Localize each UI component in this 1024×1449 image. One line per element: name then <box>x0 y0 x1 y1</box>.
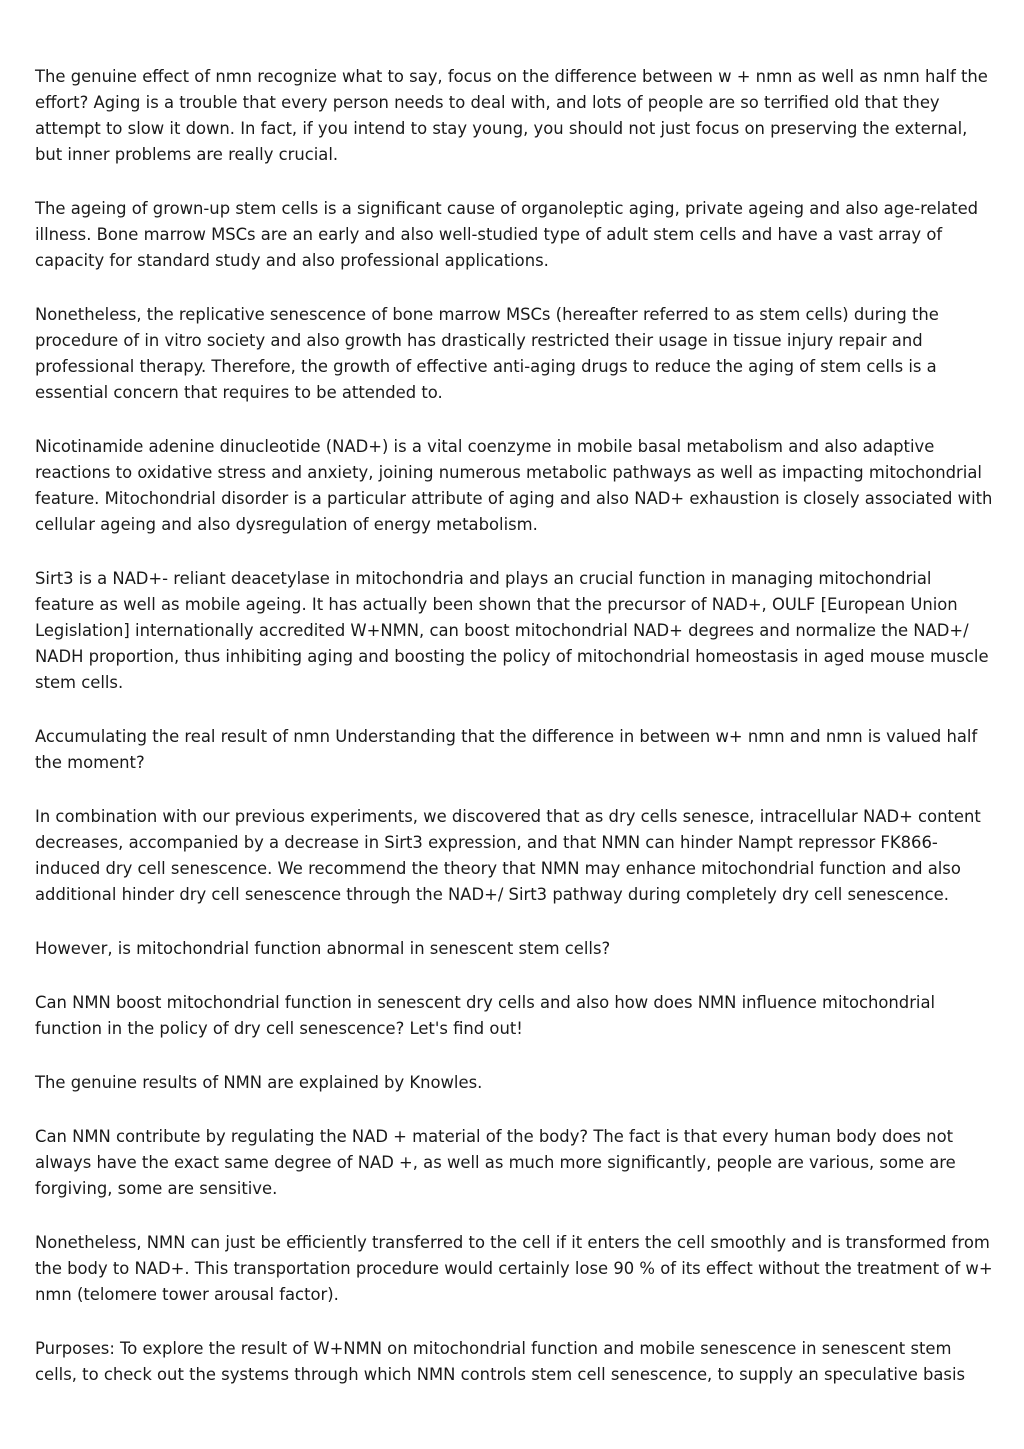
paragraph-question-abnormal: However, is mitochondrial function abnormal in senescent stem cells? <box>35 939 611 958</box>
paragraph-question-boost: Can NMN boost mitochondrial function in senescent dry cells and also how does NMN influence mitochondrial function in the policy of dry cell senescence? Let's find out! <box>35 993 936 1038</box>
document-body <box>35 64 993 1416</box>
paragraph-stem-cell-ageing: The ageing of grown-up stem cells is a significant cause of organoleptic aging, private ageing and also age-related illness. Bone marrow MSCs are an early and also well-studied type of adult stem cells and have a vast array of capacity for standard study and also professional applications. <box>35 199 979 270</box>
paragraph-accumulating: Accumulating the real result of nmn Understanding that the difference in between w+ nmn and nmn is valued half the moment? <box>35 727 978 772</box>
paragraph-intro: The genuine effect of nmn recognize what to say, focus on the difference between w + nmn as well as nmn half the effort? Aging is a trouble that every person needs to deal with, and lots of people are so terrified old that they attempt to slow it down. In fact, if you intend to stay young, you should not just focus on preserving the external, but inner problems are really crucial. <box>35 67 988 164</box>
paragraph-nad-coenzyme: Nicotinamide adenine dinucleotide (NAD+) is a vital coenzyme in mobile basal metabolism and also adaptive reactions to oxidative stress and anxiety, joining numerous metabolic pathways as well as impacting mitochondrial feature. Mitochondrial disorder is a particular attribute of aging and also NAD+ exhaustion is closely associated with cellular ageing and also dysregulation of energy metabolism. <box>35 437 993 534</box>
paragraph-experiments: In combination with our previous experiments, we discovered that as dry cells senesce, intracellular NAD+ content decreases, accompanied by a decrease in Sirt3 expression, and that NMN can hinder Nampt repressor FK866-induced dry cell senescence. We recommend the theory that NMN may enhance mitochondrial function and also additional hinder dry cell senescence through the NAD+/ Sirt3 pathway during completely dry cell senescence. <box>35 807 981 904</box>
paragraph-transport: Nonetheless, NMN can just be efficiently transferred to the cell if it enters the cell smoothly and is transformed from the body to NAD+. This transportation procedure would certainly lose 90 % of its effect without the treatment of w+ nmn (telomere tower arousal factor). <box>35 1233 993 1304</box>
paragraph-replicative-senescence: Nonetheless, the replicative senescence of bone marrow MSCs (hereafter referred to as stem cells) during the procedure of in vitro society and also growth has drastically restricted their usage in tissue injury repair and professional therapy. Therefore, the growth of effective anti-aging drugs to reduce the aging of stem cells is a essential concern that requires to be attended to. <box>35 305 939 402</box>
paragraph-sirt3: Sirt3 is a NAD+- reliant deacetylase in mitochondria and plays an crucial function in managing mitochondrial feature as well as mobile ageing. It has actually been shown that the precursor of NAD+, OULF [European Union Legislation] internationally accredited W+NMN, can boost mitochondrial NAD+ degrees and normalize the NAD+/ NADH proportion, thus inhibiting aging and boosting the policy of mitochondrial homeostasis in aged mouse muscle stem cells. <box>35 569 989 692</box>
paragraph-nad-regulation: Can NMN contribute by regulating the NAD + material of the body? The fact is that every human body does not always have the exact same degree of NAD +, as well as much more significantly, people are various, some are forgiving, some are sensitive. <box>35 1127 956 1198</box>
paragraph-purposes: Purposes: To explore the result of W+NMN on mitochondrial function and mobile senescence in senescent stem cells, to check out the systems through which NMN controls stem cell senescence, to supply an speculative basis <box>35 1339 966 1384</box>
paragraph-knowles: The genuine results of NMN are explained by Knowles. <box>35 1073 483 1092</box>
